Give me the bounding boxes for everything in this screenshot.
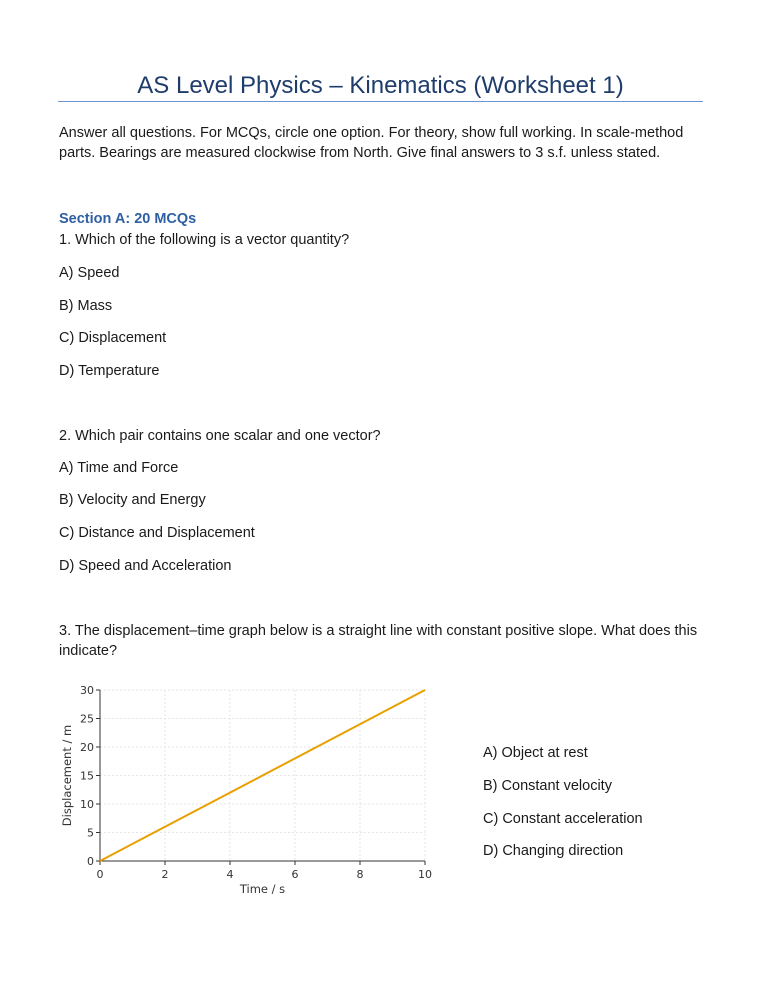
y-tick-label: 20	[80, 741, 94, 754]
x-tick-label: 2	[161, 868, 169, 881]
instructions: Answer all questions. For MCQs, circle one option. For theory, show full working. In scale-method parts. Bearings are measured clockwise from North. Give final answers to 3 s.f. unless stated.	[59, 125, 684, 161]
y-tick-label: 30	[80, 684, 94, 697]
section-a-heading: Section A: 20 MCQs	[59, 211, 197, 227]
q3-option-b[interactable]: B) Constant velocity	[483, 778, 612, 794]
q3-option-d[interactable]: D) Changing direction	[483, 843, 624, 859]
q3-option-a[interactable]: A) Object at rest	[483, 745, 588, 761]
q1-option-d[interactable]: D) Temperature	[59, 363, 160, 379]
q1-option-c[interactable]: C) Displacement	[59, 330, 167, 346]
x-tick-label: 0	[96, 868, 104, 881]
y-tick-label: 0	[87, 855, 94, 868]
q2-option-a[interactable]: A) Time and Force	[59, 460, 179, 476]
displacement-time-chart	[58, 678, 438, 906]
y-tick-label: 5	[87, 826, 94, 840]
question-1-stem: 1. Which of the following is a vector quantity?	[59, 232, 350, 248]
title-rule	[58, 101, 703, 102]
q1-option-b[interactable]: B) Mass	[59, 298, 113, 314]
worksheet-title: AS Level Physics – Kinematics (Worksheet 1)	[137, 72, 624, 99]
y-axis-label: Displacement / m	[60, 724, 74, 827]
x-tick-label: 6	[291, 868, 299, 881]
q3-option-c[interactable]: C) Constant acceleration	[483, 811, 643, 827]
q2-option-c[interactable]: C) Distance and Displacement	[59, 525, 255, 541]
y-tick-label: 25	[80, 712, 94, 726]
x-tick-label: 4	[226, 868, 234, 881]
q2-option-d[interactable]: D) Speed and Acceleration	[59, 558, 232, 574]
question-2-stem: 2. Which pair contains one scalar and one vector?	[59, 428, 381, 444]
x-axis-label: Time / s	[239, 882, 286, 896]
q1-option-a[interactable]: A) Speed	[59, 265, 120, 281]
x-tick-label: 10	[418, 868, 432, 881]
question-3-stem: 3. The displacement–time graph below is a straight line with constant positive slope. What does this indicate?	[59, 623, 698, 659]
x-tick-label: 8	[356, 868, 364, 881]
y-tick-label: 10	[80, 798, 94, 811]
y-tick-label: 15	[80, 769, 94, 783]
q2-option-b[interactable]: B) Velocity and Energy	[59, 492, 206, 508]
